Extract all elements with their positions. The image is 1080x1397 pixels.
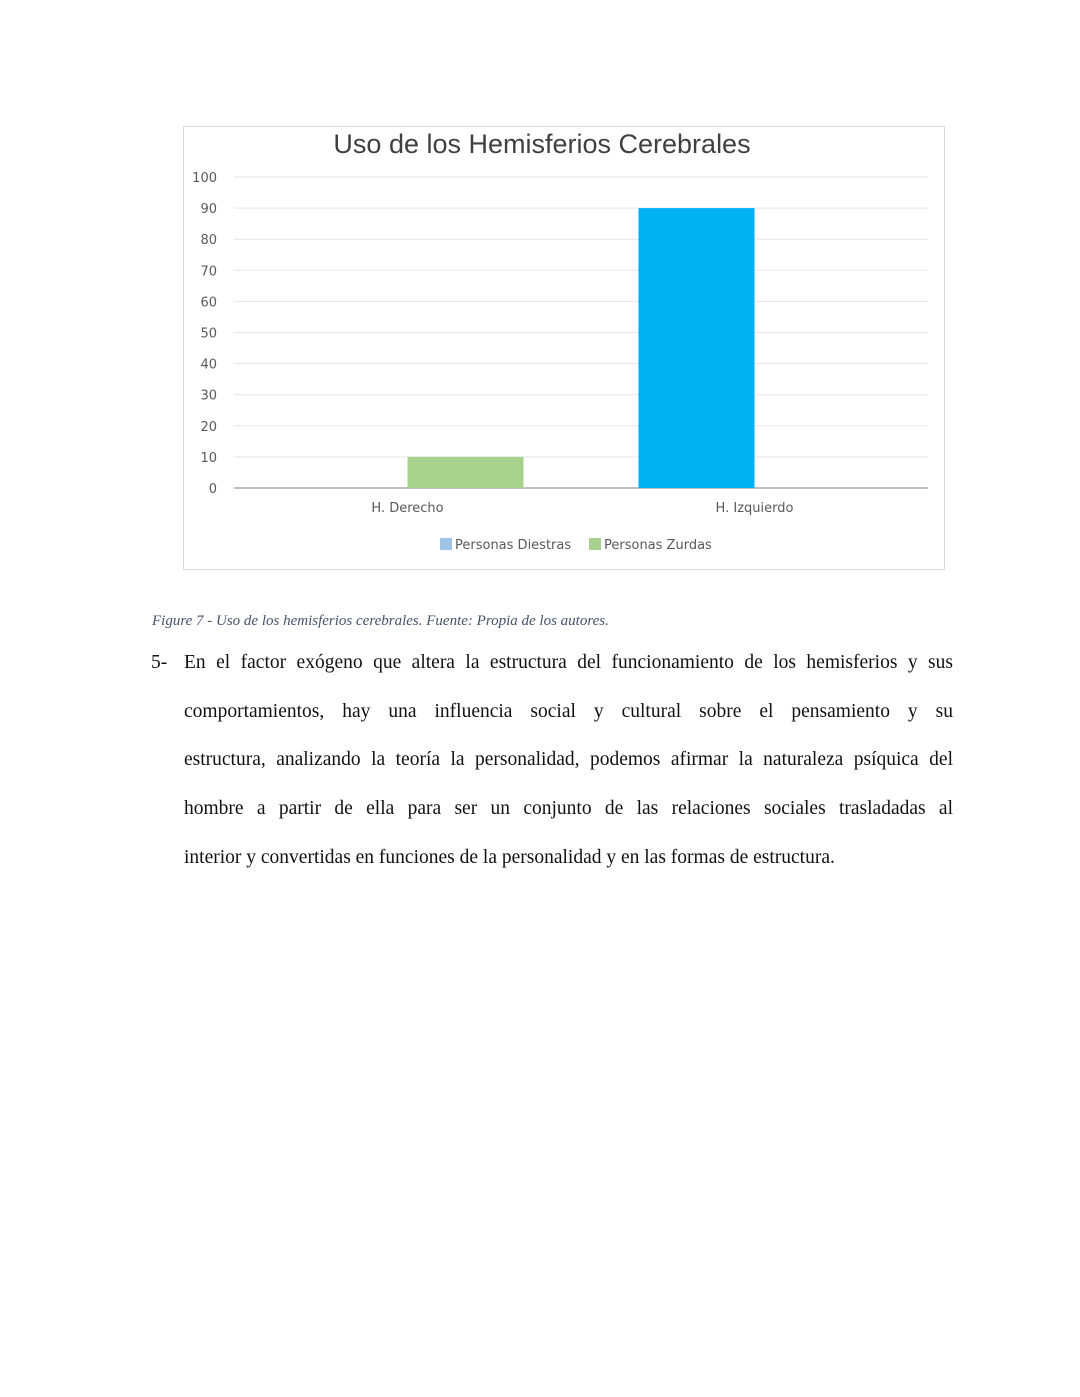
- x-tick-label: H. Derecho: [371, 501, 444, 516]
- chart-title: Uso de los Hemisferios Cerebrales: [333, 129, 751, 159]
- legend-swatch: [589, 538, 601, 550]
- paragraph-line: comportamientos, hay una influencia social y cultural sobre el pensamiento y su: [184, 701, 953, 722]
- paragraph-line: estructura, analizando la teoría la personalidad, podemos afirmar la naturaleza psíquica del: [184, 749, 953, 770]
- bar-chart: [0, 0, 1080, 600]
- y-tick-label: 100: [192, 171, 217, 186]
- bar: [639, 208, 755, 488]
- paragraph-line: En el factor exógeno que altera la estructura del funcionamiento de los hemisferios y sus: [184, 652, 953, 673]
- paragraph-line: hombre a partir de ella para ser un conjunto de las relaciones sociales trasladadas al: [184, 798, 953, 819]
- figure-caption: Figure 7 - Uso de los hemisferios cerebrales. Fuente: Propia de los autores.: [152, 613, 609, 629]
- list-item-number: 5-: [151, 652, 168, 673]
- y-tick-label: 40: [200, 357, 217, 373]
- legend-swatch: [440, 538, 452, 550]
- y-tick-label: 50: [200, 326, 217, 342]
- y-tick-label: 70: [200, 264, 217, 280]
- y-tick-label: 30: [200, 388, 217, 404]
- y-tick-label: 80: [200, 233, 217, 249]
- y-tick-label: 90: [200, 202, 217, 218]
- y-tick-label: 10: [200, 450, 217, 466]
- bar: [408, 457, 524, 488]
- y-tick-label: 0: [208, 482, 217, 497]
- x-tick-label: H. Izquierdo: [715, 501, 794, 516]
- paragraph-line: interior y convertidas en funciones de la personalidad y en las formas de estructura.: [184, 847, 835, 868]
- legend-label: Personas Zurdas: [604, 538, 712, 553]
- legend-label: Personas Diestras: [455, 538, 572, 553]
- y-tick-label: 60: [200, 295, 217, 311]
- y-tick-label: 20: [200, 419, 217, 435]
